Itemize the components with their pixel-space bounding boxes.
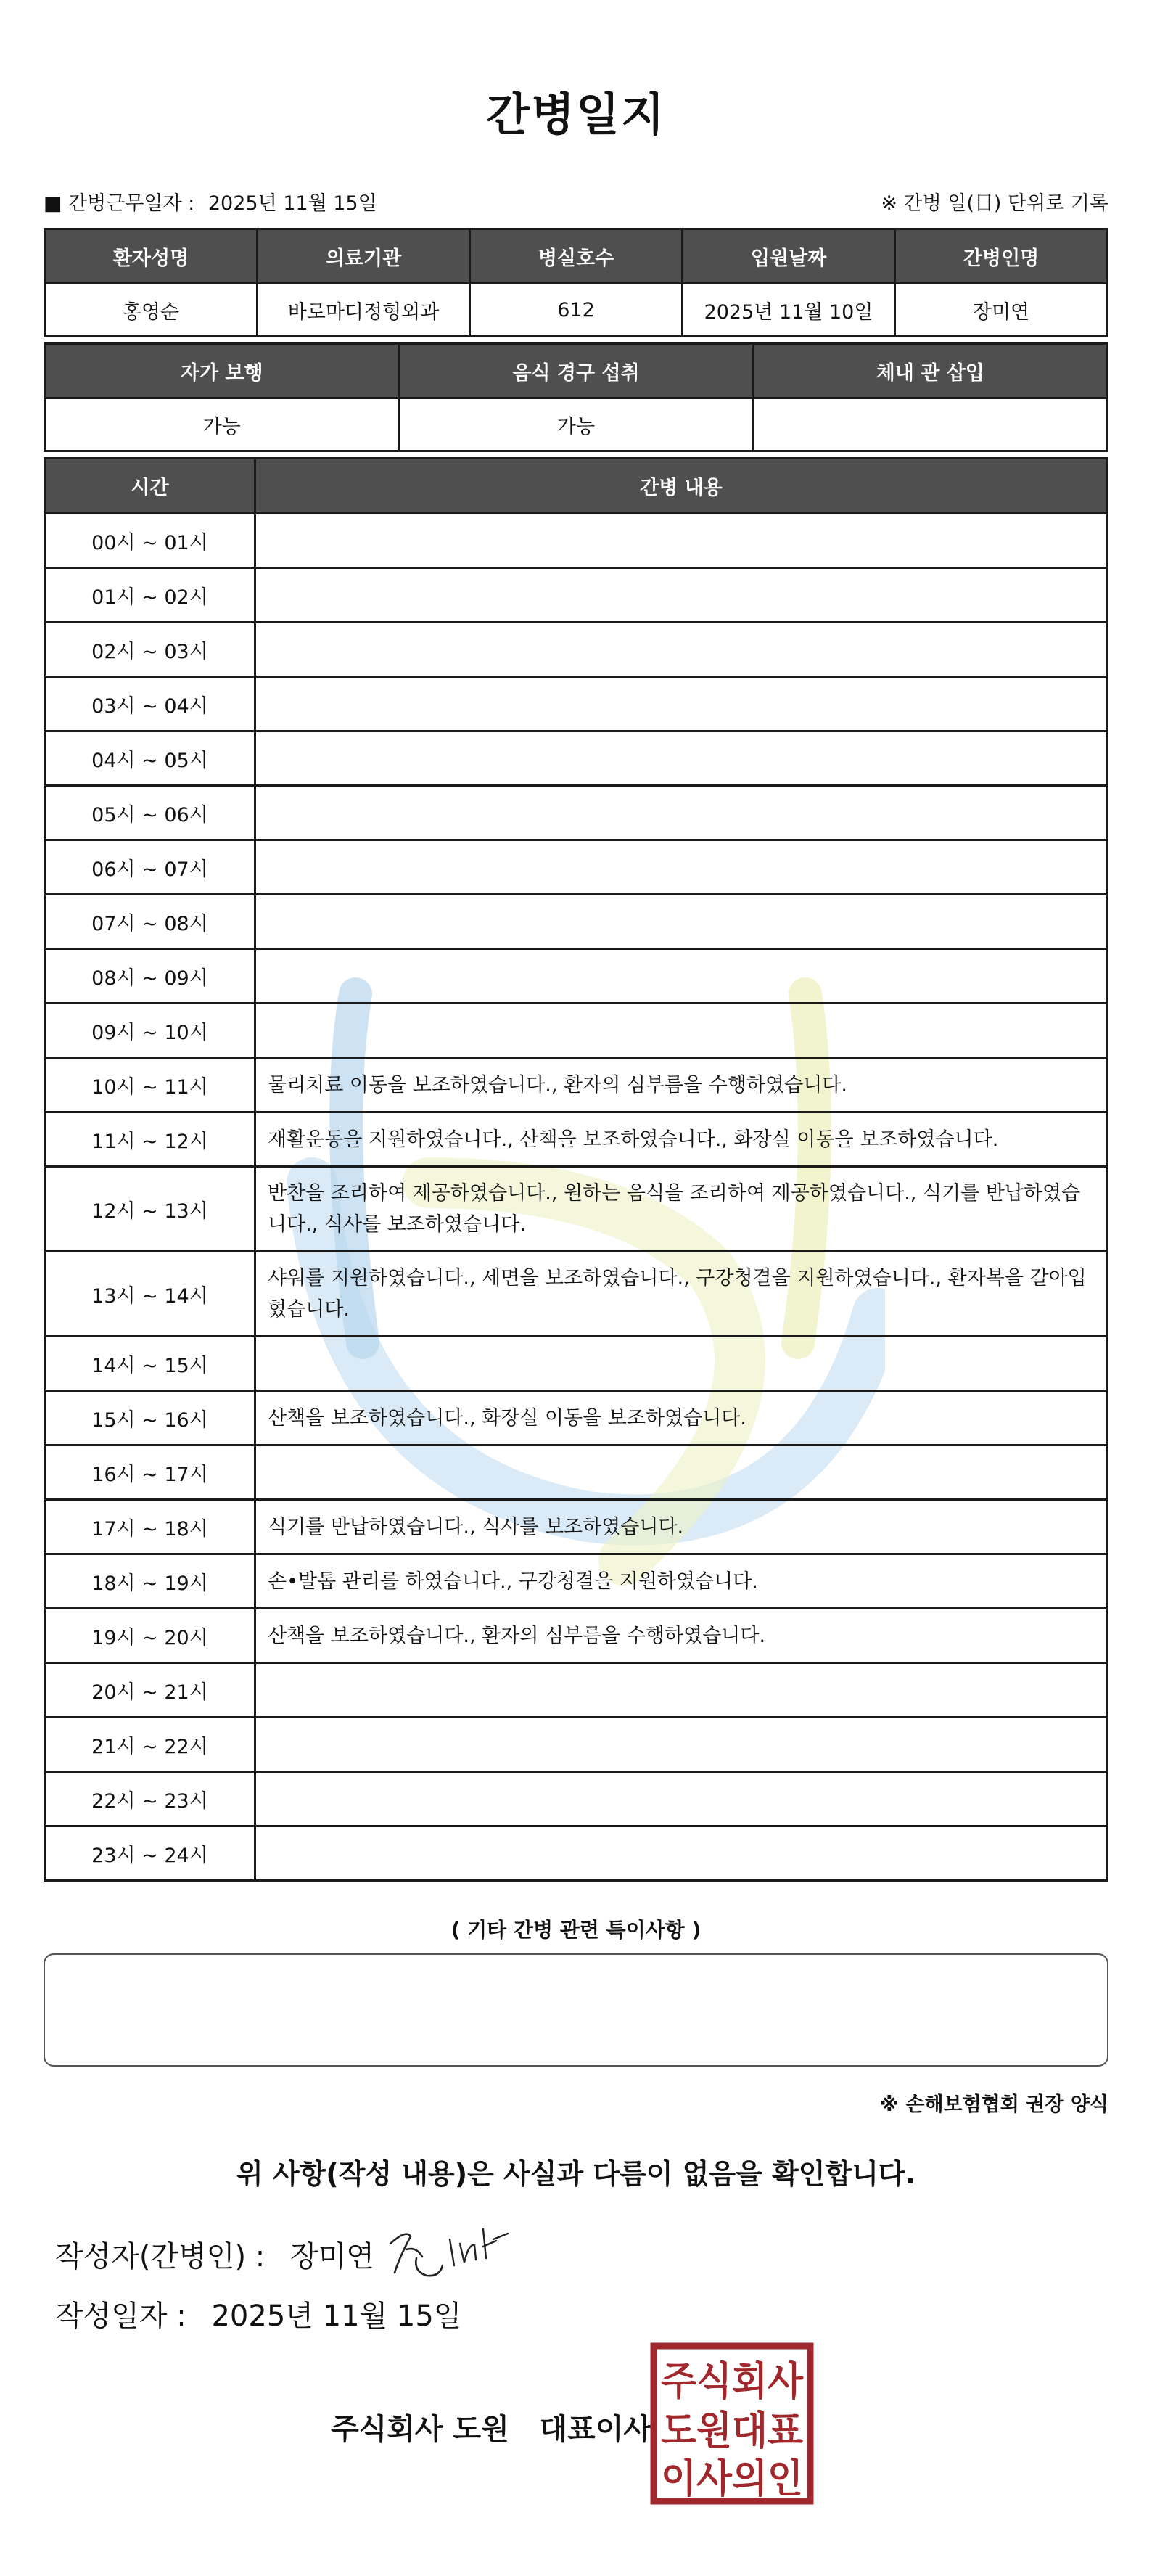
log-note bbox=[255, 895, 1108, 949]
log-row bbox=[45, 1772, 1108, 1826]
log-time: 02시 ~ 03시 bbox=[45, 623, 255, 677]
log-note bbox=[255, 1663, 1108, 1718]
company-seal bbox=[650, 2342, 814, 2505]
log-time: 03시 ~ 04시 bbox=[45, 677, 255, 731]
info-header-caregiver: 간병인명 bbox=[895, 229, 1108, 284]
status-value-row bbox=[45, 398, 1108, 451]
log-row bbox=[45, 1391, 1108, 1445]
info-value-row bbox=[45, 284, 1108, 337]
log-row bbox=[45, 1445, 1108, 1500]
log-time: 16시 ~ 17시 bbox=[45, 1445, 255, 1500]
log-row bbox=[45, 949, 1108, 1004]
log-note: 손•발톱 관리를 하였습니다., 구강청결을 지원하였습니다. bbox=[255, 1554, 1108, 1609]
log-note bbox=[255, 1718, 1108, 1772]
work-date-value: 2025년 11월 15일 bbox=[207, 192, 377, 215]
seal-line-2: 도원대표 bbox=[661, 2408, 803, 2453]
log-note bbox=[255, 949, 1108, 1004]
log-time: 21시 ~ 22시 bbox=[45, 1718, 255, 1772]
log-time: 18시 ~ 19시 bbox=[45, 1554, 255, 1609]
status-header-oral-intake: 음식 경구 섭취 bbox=[399, 344, 753, 398]
seal-line-3: 이사의인 bbox=[661, 2456, 803, 2501]
log-note bbox=[255, 786, 1108, 840]
log-row bbox=[45, 731, 1108, 786]
log-header-time: 시간 bbox=[45, 459, 255, 514]
log-note: 산책을 보조하였습니다., 화장실 이동을 보조하였습니다. bbox=[255, 1391, 1108, 1445]
log-note: 식기를 반납하였습니다., 식사를 보조하였습니다. bbox=[255, 1500, 1108, 1554]
log-row bbox=[45, 1663, 1108, 1718]
log-row bbox=[45, 1112, 1108, 1167]
log-time: 04시 ~ 05시 bbox=[45, 731, 255, 786]
log-time: 07시 ~ 08시 bbox=[45, 895, 255, 949]
log-note bbox=[255, 1826, 1108, 1881]
hospital-name: 바로마디정형외과 bbox=[258, 284, 470, 337]
log-time: 20시 ~ 21시 bbox=[45, 1663, 255, 1718]
confirmation-statement: 위 사항(작성 내용)은 사실과 다름이 없음을 확인합니다. bbox=[236, 2158, 916, 2190]
remarks-heading: ( 기타 간병 관련 특이사항 ) bbox=[450, 1918, 702, 1942]
log-note bbox=[255, 568, 1108, 623]
log-row bbox=[45, 1554, 1108, 1609]
log-time: 23시 ~ 24시 bbox=[45, 1826, 255, 1881]
log-note bbox=[255, 731, 1108, 786]
patient-status-table bbox=[44, 342, 1108, 452]
log-time: 08시 ~ 09시 bbox=[45, 949, 255, 1004]
info-header-admission-date: 입원날짜 bbox=[683, 229, 895, 284]
author-name: 장미연 bbox=[289, 2240, 374, 2273]
log-note: 재활운동을 지원하였습니다., 산책을 보조하였습니다., 화장실 이동을 보조하였습니다. bbox=[255, 1112, 1108, 1167]
log-row bbox=[45, 895, 1108, 949]
remarks-content bbox=[45, 1955, 1107, 1978]
handwritten-signature bbox=[384, 2215, 515, 2287]
log-row bbox=[45, 1004, 1108, 1058]
log-row bbox=[45, 1500, 1108, 1554]
log-time: 11시 ~ 12시 bbox=[45, 1112, 255, 1167]
log-note bbox=[255, 514, 1108, 568]
oral-intake-status: 가능 bbox=[399, 398, 753, 451]
log-time: 14시 ~ 15시 bbox=[45, 1337, 255, 1391]
work-date bbox=[44, 187, 377, 216]
log-note bbox=[255, 840, 1108, 895]
status-header-tube: 체내 관 삽입 bbox=[753, 344, 1107, 398]
author-label: 작성자(간병인) : bbox=[55, 2240, 266, 2273]
log-body bbox=[45, 514, 1108, 1881]
page-title: 간병일지 bbox=[486, 88, 666, 141]
log-note: 물리치료 이동을 보조하였습니다., 환자의 심부름을 수행하였습니다. bbox=[255, 1058, 1108, 1112]
log-row bbox=[45, 1718, 1108, 1772]
log-note bbox=[255, 1004, 1108, 1058]
log-row bbox=[45, 568, 1108, 623]
log-note: 샤워를 지원하였습니다., 세면을 보조하였습니다., 구강청결을 지원하였습니다., 환자복을 갈아입혔습니다. bbox=[255, 1252, 1108, 1337]
info-header-room: 병실호수 bbox=[470, 229, 683, 284]
author-line bbox=[55, 2234, 374, 2275]
walking-status: 가능 bbox=[45, 398, 399, 451]
log-note bbox=[255, 623, 1108, 677]
log-row bbox=[45, 786, 1108, 840]
log-row bbox=[45, 1058, 1108, 1112]
admission-date: 2025년 11월 10일 bbox=[683, 284, 895, 337]
status-header-row bbox=[45, 344, 1108, 398]
log-time: 05시 ~ 06시 bbox=[45, 786, 255, 840]
written-date-value: 2025년 11월 15일 bbox=[211, 2300, 462, 2333]
form-note: ※ 손해보험협회 권장 양식 bbox=[879, 2093, 1108, 2116]
log-note: 산책을 보조하였습니다., 환자의 심부름을 수행하였습니다. bbox=[255, 1609, 1108, 1663]
info-header-hospital: 의료기관 bbox=[258, 229, 470, 284]
log-time: 01시 ~ 02시 bbox=[45, 568, 255, 623]
company-name: 주식회사 도원 대표이사 bbox=[331, 2413, 652, 2446]
record-unit-note: ※ 간병 일(日) 단위로 기록 bbox=[881, 192, 1108, 215]
patient-info-table bbox=[44, 228, 1108, 337]
tube-status bbox=[753, 398, 1107, 451]
log-time: 19시 ~ 20시 bbox=[45, 1609, 255, 1663]
log-time: 15시 ~ 16시 bbox=[45, 1391, 255, 1445]
meta-row bbox=[44, 187, 1108, 216]
care-log-table bbox=[44, 457, 1108, 1882]
log-row bbox=[45, 1337, 1108, 1391]
log-note bbox=[255, 1337, 1108, 1391]
info-header-patient-name: 환자성명 bbox=[45, 229, 258, 284]
room-number: 612 bbox=[470, 284, 683, 337]
log-note bbox=[255, 1772, 1108, 1826]
log-row bbox=[45, 840, 1108, 895]
written-date-label: 작성일자 : bbox=[55, 2300, 186, 2333]
log-time: 17시 ~ 18시 bbox=[45, 1500, 255, 1554]
log-time: 09시 ~ 10시 bbox=[45, 1004, 255, 1058]
log-row bbox=[45, 623, 1108, 677]
log-time: 10시 ~ 11시 bbox=[45, 1058, 255, 1112]
log-row bbox=[45, 514, 1108, 568]
log-row bbox=[45, 1167, 1108, 1252]
status-header-walking: 자가 보행 bbox=[45, 344, 399, 398]
log-row bbox=[45, 1609, 1108, 1663]
info-header-row bbox=[45, 229, 1108, 284]
caregiver-name: 장미연 bbox=[895, 284, 1108, 337]
work-date-label: ■ 간병근무일자 : bbox=[44, 192, 195, 215]
log-row bbox=[45, 677, 1108, 731]
log-note bbox=[255, 677, 1108, 731]
written-date-line bbox=[55, 2293, 461, 2334]
log-time: 12시 ~ 13시 bbox=[45, 1167, 255, 1252]
log-time: 13시 ~ 14시 bbox=[45, 1252, 255, 1337]
log-header-row bbox=[45, 459, 1108, 514]
patient-name: 홍영순 bbox=[45, 284, 258, 337]
seal-line-1: 주식회사 bbox=[661, 2358, 804, 2404]
log-time: 00시 ~ 01시 bbox=[45, 514, 255, 568]
log-time: 06시 ~ 07시 bbox=[45, 840, 255, 895]
log-time: 22시 ~ 23시 bbox=[45, 1772, 255, 1826]
log-note bbox=[255, 1445, 1108, 1500]
log-note: 반찬을 조리하여 제공하였습니다., 원하는 음식을 조리하여 제공하였습니다., 식기를 반납하였습니다., 식사를 보조하였습니다. bbox=[255, 1167, 1108, 1252]
remarks-box bbox=[44, 1953, 1108, 2067]
log-row bbox=[45, 1826, 1108, 1881]
log-row bbox=[45, 1252, 1108, 1337]
log-header-content: 간병 내용 bbox=[255, 459, 1108, 514]
